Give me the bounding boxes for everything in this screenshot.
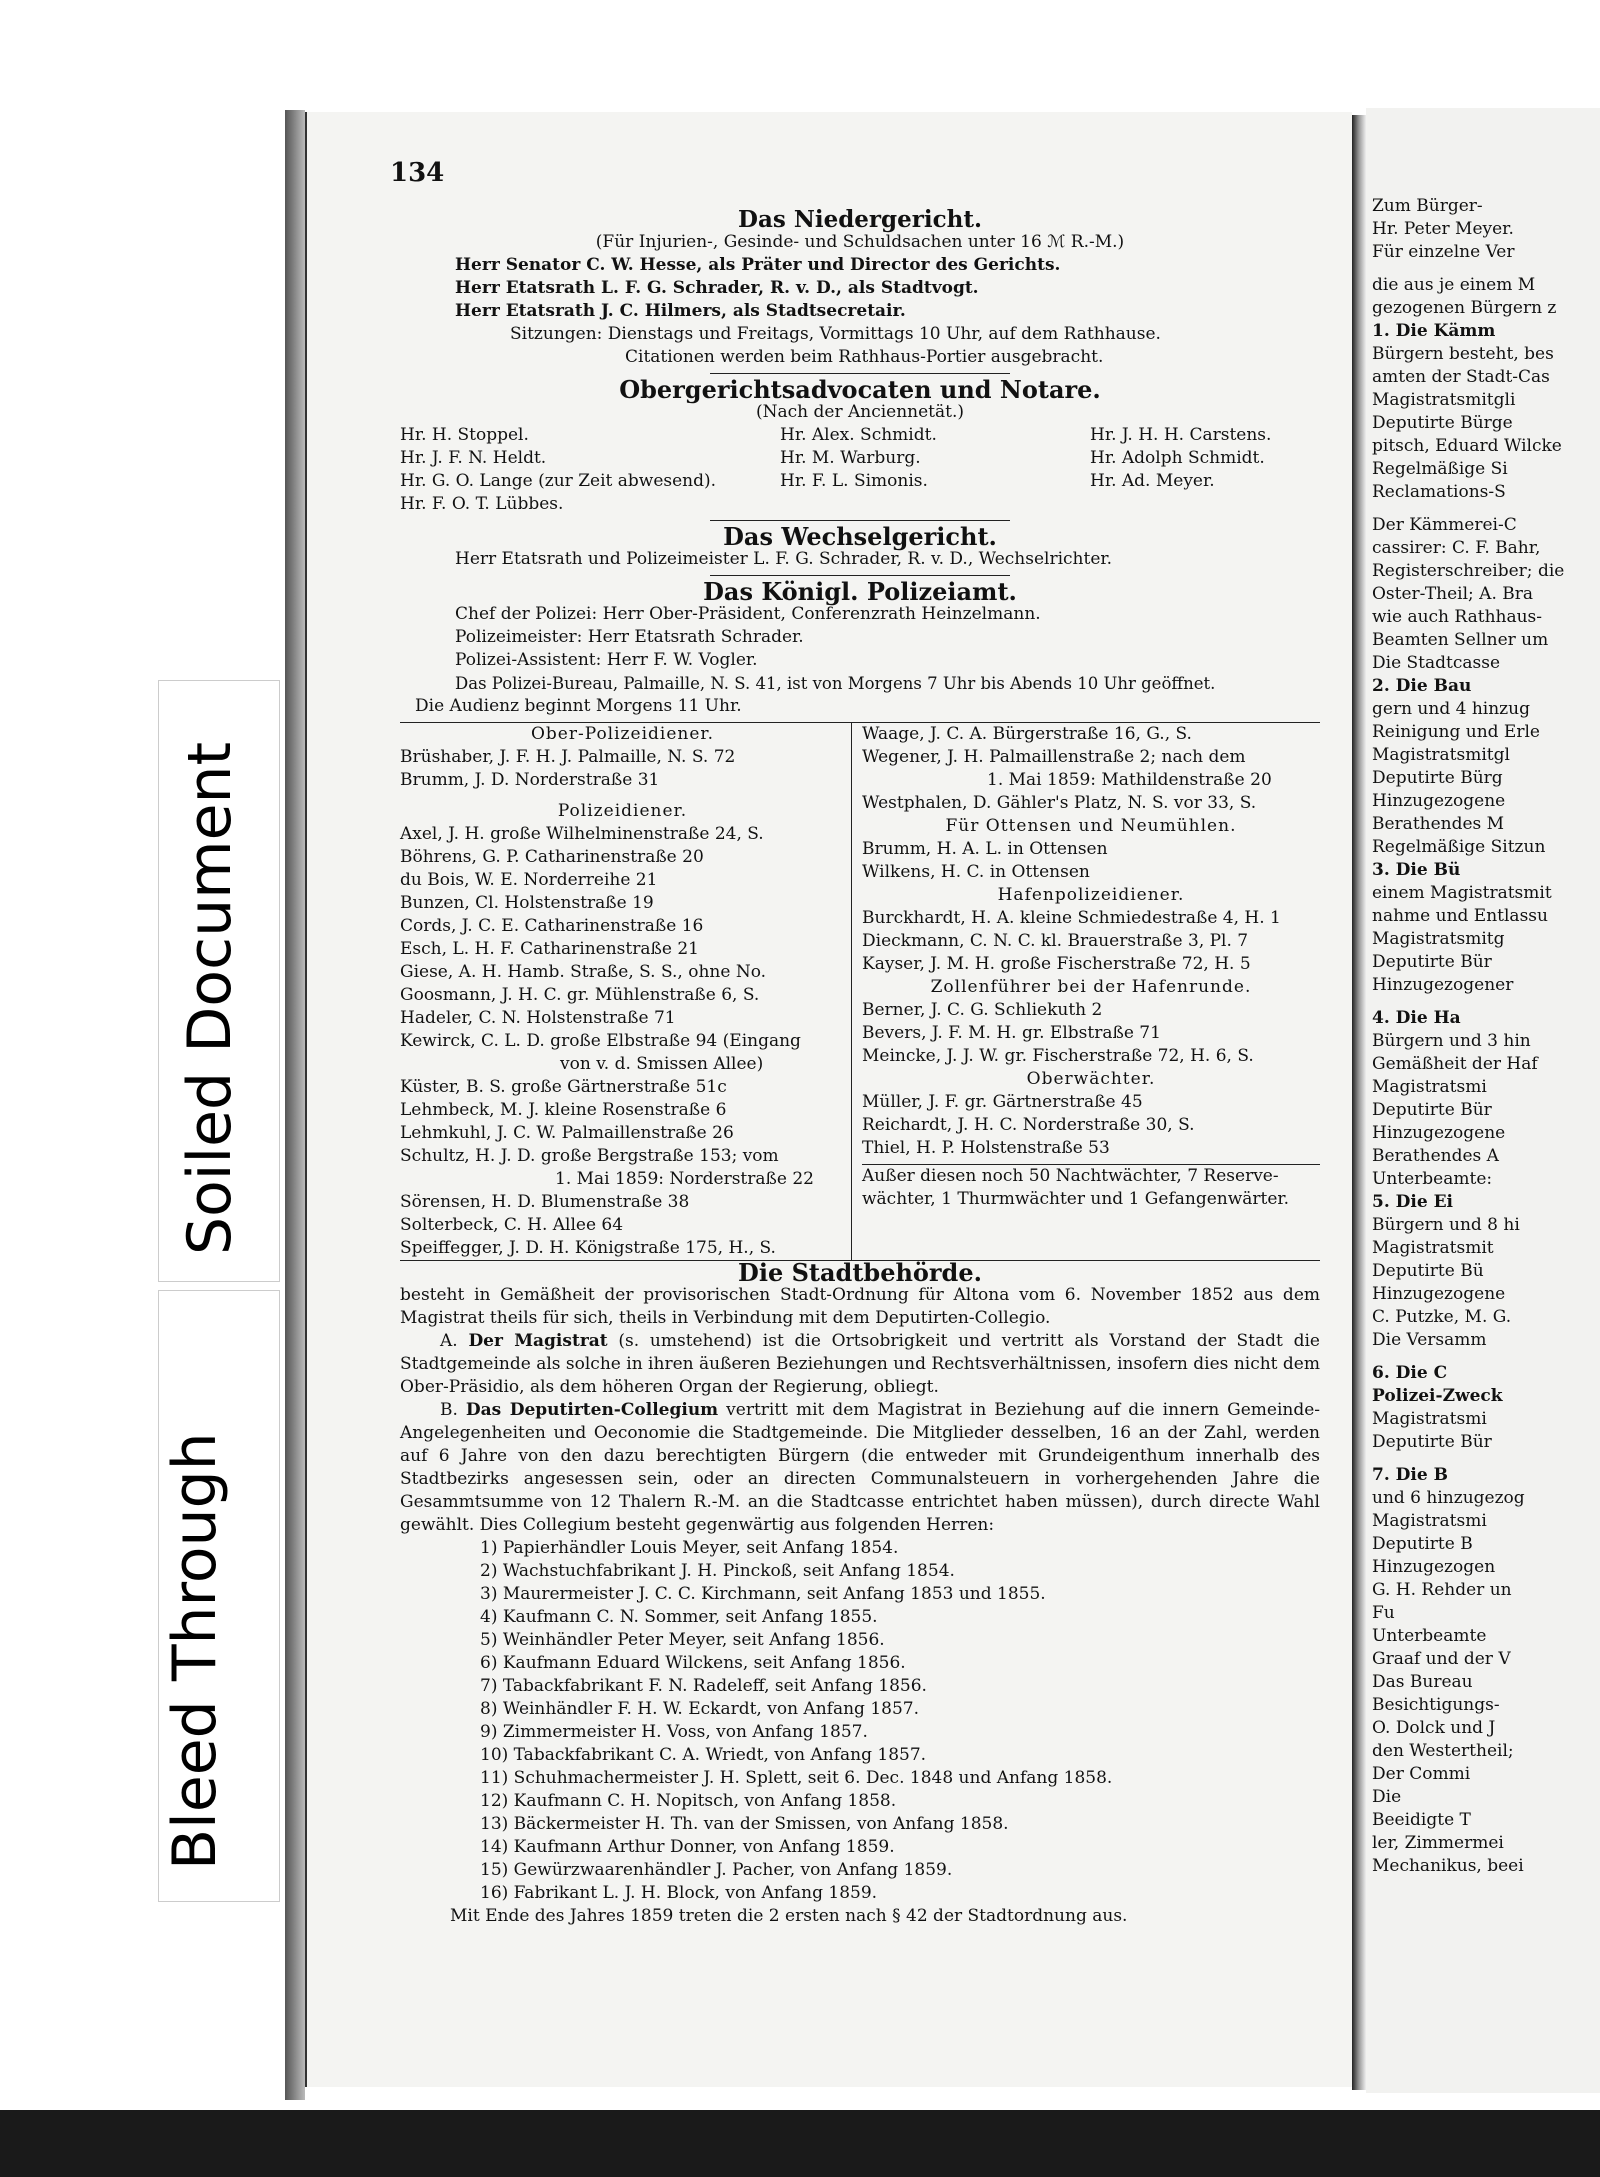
- column-heading: Hafenpolizeidiener.: [997, 885, 1185, 905]
- staff-entry: Wegener, J. H. Palmaillenstraße 2; nach dem: [862, 747, 1246, 767]
- member-entry: 5) Weinhändler Peter Meyer, seit Anfang 1856.: [480, 1630, 885, 1650]
- column-heading: Zollenführer bei der Hafenrunde.: [930, 977, 1252, 997]
- advocate-entry: Hr. Adolph Schmidt.: [1090, 448, 1265, 468]
- right-page-line: Magistratsmit: [1372, 1238, 1494, 1258]
- right-page-line: Die Stadtcasse: [1372, 653, 1501, 673]
- niedergericht-title: Das Niedergericht.: [738, 206, 982, 233]
- staff-entry: Sörensen, H. D. Blumenstraße 38: [400, 1192, 690, 1212]
- staff-entry: Waage, J. C. A. Bürgerstraße 16, G., S.: [862, 724, 1192, 744]
- staff-entry: Dieckmann, C. N. C. kl. Brauerstraße 3, Pl. 7: [862, 931, 1249, 951]
- right-page-line: Berathendes M: [1372, 814, 1505, 834]
- staff-entry: Brumm, H. A. L. in Ottensen: [862, 839, 1108, 859]
- member-entry: 6) Kaufmann Eduard Wilckens, seit Anfang 1856.: [480, 1653, 906, 1673]
- right-page-line: Magistratsmi: [1372, 1511, 1487, 1531]
- right-page-line: Zum Bürger-: [1372, 196, 1483, 216]
- right-page-line: Graaf und der V: [1372, 1649, 1511, 1669]
- page-gutter: [1352, 115, 1366, 2090]
- advocaten-section: [400, 375, 1320, 516]
- wechselgericht-section: [400, 522, 1320, 571]
- right-page-line: Mechanikus, beei: [1372, 1856, 1524, 1876]
- right-page-line: Magistratsmi: [1372, 1077, 1487, 1097]
- page-number: 134: [390, 158, 445, 188]
- right-page-line: Das Bureau: [1372, 1672, 1473, 1692]
- right-page-line: [1372, 1454, 1600, 1464]
- advocate-entry: Hr. Ad. Meyer.: [1090, 471, 1215, 491]
- right-page-line: Hinzugezogene: [1372, 1284, 1506, 1304]
- niedergericht-section: [400, 208, 1320, 369]
- right-page-line: 7. Die B: [1372, 1465, 1448, 1485]
- right-page-line: 3. Die Bü: [1372, 860, 1461, 880]
- staff-entry: Axel, J. H. große Wilhelminenstraße 24, S.: [400, 824, 764, 844]
- right-page-line: Regelmäßige Si: [1372, 459, 1508, 479]
- advocaten-subtitle: (Nach der Anciennetät.): [755, 402, 965, 422]
- niedergericht-line: Citationen werden beim Rathhaus-Portier ausgebracht.: [625, 347, 1104, 367]
- wechselgericht-line: Herr Etatsrath und Polizeimeister L. F. G. Schrader, R. v. D., Wechselrichter.: [455, 549, 1113, 569]
- right-page-line: Deputirte Bür: [1372, 952, 1492, 972]
- member-entry: 1) Papierhändler Louis Meyer, seit Anfang 1854.: [480, 1538, 899, 1558]
- right-page-line: gezogenen Bürgern z: [1372, 298, 1557, 318]
- advocate-entry: Hr. J. H. H. Carstens.: [1090, 425, 1272, 445]
- staff-entry: Cords, J. C. E. Catharinenstraße 16: [400, 916, 704, 936]
- right-page-line: Unterbeamte:: [1372, 1169, 1493, 1189]
- right-page-line: Der Commi: [1372, 1764, 1471, 1784]
- divider: [710, 575, 1010, 576]
- polizeiamt-line: Polizeimeister: Herr Etatsrath Schrader.: [455, 627, 804, 647]
- right-page-line: Deputirte Bür: [1372, 1100, 1492, 1120]
- staff-entry: Bunzen, Cl. Holstenstraße 19: [400, 893, 654, 913]
- bleed-through-label: Bleed Through: [160, 1432, 230, 1870]
- right-page-line: Reinigung und Erle: [1372, 722, 1540, 742]
- member-entry: 14) Kaufmann Arthur Donner, von Anfang 1859.: [480, 1837, 895, 1857]
- right-page-line: die aus je einem M: [1372, 275, 1536, 295]
- staff-entry: Reichardt, J. H. C. Norderstraße 30, S.: [862, 1115, 1195, 1135]
- niedergericht-line: Herr Etatsrath L. F. G. Schrader, R. v. D., als Stadtvogt.: [455, 278, 979, 298]
- polizeiamt-section: [400, 577, 1320, 718]
- staff-entry: Kayser, J. M. H. große Fischerstraße 72, H. 5: [862, 954, 1251, 974]
- divider: [710, 520, 1010, 521]
- member-entry: 13) Bäckermeister H. Th. van der Smissen, von Anfang 1858.: [480, 1814, 1009, 1834]
- right-page-line: Der Kämmerei-C: [1372, 515, 1517, 535]
- magistrat-text: (s. umstehend) ist die Ortsobrigkeit und vertritt als Vorstand der Stadt die Stadtgemeinde als solche in ihren äußeren Beziehungen und Rechtsverhältnissen, insofern dies nicht dem Ober-Präsidio, als dem höheren Organ der Regierung, obliegt.: [400, 1331, 1320, 1397]
- member-entry: 7) Tabackfabrikant F. N. Radeleff, seit Anfang 1856.: [480, 1676, 927, 1696]
- staff-entry: Wilkens, H. C. in Ottensen: [862, 862, 1090, 882]
- right-page-line: Berathendes A: [1372, 1146, 1499, 1166]
- magistrat-heading: Der Magistrat: [468, 1331, 608, 1351]
- advocate-entry: Hr. G. O. Lange (zur Zeit abwesend).: [400, 471, 717, 491]
- niedergericht-line: Sitzungen: Dienstags und Freitags, Vormittags 10 Uhr, auf dem Rathhause.: [510, 324, 1161, 344]
- right-page-line: Polizei-Zweck: [1372, 1386, 1503, 1406]
- right-page-line: G. H. Rehder un: [1372, 1580, 1512, 1600]
- advocate-entry: Hr. F. L. Simonis.: [780, 471, 928, 491]
- right-page-line: Reclamations-S: [1372, 482, 1506, 502]
- wechselgericht-title: Das Wechselgericht.: [723, 522, 997, 551]
- advocate-entry: Hr. J. F. N. Heldt.: [400, 448, 547, 468]
- staff-entry: Müller, J. F. gr. Gärtnerstraße 45: [862, 1092, 1143, 1112]
- soiled-document-label: Soiled Document: [175, 741, 245, 1255]
- right-page-line: Deputirte B: [1372, 1534, 1473, 1554]
- staff-entry: Westphalen, D. Gähler's Platz, N. S. vor 33, S.: [862, 793, 1257, 813]
- member-entry: 4) Kaufmann C. N. Sommer, seit Anfang 1855.: [480, 1607, 878, 1627]
- member-entry: 8) Weinhändler F. H. W. Eckardt, von Anfang 1857.: [480, 1699, 919, 1719]
- right-page-line: [1372, 1352, 1600, 1362]
- member-entry: 10) Tabackfabrikant C. A. Wriedt, von Anfang 1857.: [480, 1745, 927, 1765]
- staff-note: Außer diesen noch 50 Nachtwächter, 7 Reserve-: [862, 1166, 1279, 1186]
- staff-entry: Kewirck, C. L. D. große Elbstraße 94 (Eingang: [400, 1031, 801, 1051]
- right-page-line: 4. Die Ha: [1372, 1008, 1461, 1028]
- column-heading: Für Ottensen und Neumühlen.: [945, 816, 1237, 836]
- right-page-line: Die Versamm: [1372, 1330, 1487, 1350]
- polizeiamt-line: Die Audienz beginnt Morgens 11 Uhr.: [415, 696, 742, 716]
- right-page-line: amten der Stadt-Cas: [1372, 367, 1550, 387]
- right-page-line: und 6 hinzugezog: [1372, 1488, 1525, 1508]
- binding-shadow: [285, 110, 305, 2100]
- divider: [710, 373, 1010, 374]
- right-page-line: Hinzugezogen: [1372, 1557, 1496, 1577]
- staff-entry: von v. d. Smissen Allee): [560, 1054, 764, 1074]
- right-page-line: Magistratsmi: [1372, 1409, 1487, 1429]
- staff-entry: Brüshaber, J. F. H. J. Palmaille, N. S. 72: [400, 747, 736, 767]
- staff-entry: du Bois, W. E. Norderreihe 21: [400, 870, 658, 890]
- advocaten-title: Obergerichtsadvocaten und Notare.: [619, 375, 1101, 404]
- left-page-content: [390, 158, 1321, 1928]
- right-page-line: 6. Die C: [1372, 1363, 1448, 1383]
- stadtbehoerde-title: Die Stadtbehörde.: [738, 1258, 982, 1287]
- magistrat-paragraph: [400, 1330, 1320, 1399]
- right-page-line: 1. Die Kämm: [1372, 321, 1496, 341]
- staff-entry: 1. Mai 1859: Norderstraße 22: [555, 1169, 814, 1189]
- right-page-line: wie auch Rathhaus-: [1372, 607, 1543, 627]
- right-page-line: Beeidigte T: [1372, 1810, 1471, 1830]
- right-page-line: 2. Die Bau: [1372, 676, 1472, 696]
- members-list: [400, 1537, 1320, 1905]
- staff-entry: Burckhardt, H. A. kleine Schmiedestraße 4, H. 1: [862, 908, 1281, 928]
- niedergericht-subtitle: (Für Injurien-, Gesinde- und Schuldsachen unter 16 ℳ R.-M.): [595, 232, 1125, 252]
- staff-entry: Speiffegger, J. D. H. Königstraße 175, H., S.: [400, 1238, 776, 1258]
- staff-entry: Esch, L. H. F. Catharinenstraße 21: [400, 939, 699, 959]
- right-page-line: Für einzelne Ver: [1372, 242, 1515, 262]
- polizeidiener-columns: [400, 722, 1320, 1260]
- advocaten-columns: [400, 424, 1320, 516]
- niedergericht-line: Herr Etatsrath J. C. Hilmers, als Stadtsecretair.: [455, 301, 906, 321]
- staff-entry: Brumm, J. D. Norderstraße 31: [400, 770, 660, 790]
- advocate-entry: Hr. F. O. T. Lübbes.: [400, 494, 564, 514]
- staff-entry: Küster, B. S. große Gärtnerstraße 51c: [400, 1077, 727, 1097]
- right-page-line: C. Putzke, M. G.: [1372, 1307, 1512, 1327]
- right-page-line: Hr. Peter Meyer.: [1372, 219, 1514, 239]
- staff-entry: Berner, J. C. G. Schliekuth 2: [862, 1000, 1103, 1020]
- member-entry: 9) Zimmermeister H. Voss, von Anfang 1857.: [480, 1722, 868, 1742]
- staff-entry: Thiel, H. P. Holstenstraße 53: [862, 1138, 1110, 1158]
- niedergericht-line: Herr Senator C. W. Hesse, als Präter und Director des Gerichts.: [455, 255, 1061, 275]
- column-heading: Ober-Polizeidiener.: [530, 724, 715, 744]
- right-page-line: Hinzugezogener: [1372, 975, 1514, 995]
- polizeiamt-title: Das Königl. Polizeiamt.: [703, 577, 1017, 606]
- right-page-line: [1372, 264, 1600, 274]
- right-page-line: pitsch, Eduard Wilcke: [1372, 436, 1562, 456]
- staff-entry: 1. Mai 1859: Mathildenstraße 20: [987, 770, 1272, 790]
- right-page-line: Deputirte Bürge: [1372, 413, 1513, 433]
- staff-entry: Meincke, J. J. W. gr. Fischerstraße 72, H. 6, S.: [862, 1046, 1254, 1066]
- polizeiamt-line: Polizei-Assistent: Herr F. W. Vogler.: [455, 650, 758, 670]
- member-entry: 15) Gewürzwaarenhändler J. Pacher, von Anfang 1859.: [480, 1860, 953, 1880]
- right-page-line: Deputirte Bür: [1372, 1432, 1492, 1452]
- right-page-line: Beamten Sellner um: [1372, 630, 1549, 650]
- right-page-line: [1372, 504, 1600, 514]
- column-heading: Polizeidiener.: [557, 801, 688, 821]
- polizeiamt-line: Das Polizei-Bureau, Palmaille, N. S. 41, ist von Morgens 7 Uhr bis Abends 10 Uhr geöffnet.: [455, 674, 1216, 693]
- right-page-line: den Westertheil;: [1372, 1741, 1514, 1761]
- right-page-line: cassirer: C. F. Bahr,: [1372, 538, 1541, 558]
- staff-entry: Schultz, H. J. D. große Bergstraße 153; vom: [400, 1146, 779, 1166]
- staff-entry: Bevers, J. F. M. H. gr. Elbstraße 71: [862, 1023, 1161, 1043]
- staff-entry: Solterbeck, C. H. Allee 64: [400, 1215, 624, 1235]
- right-page-line: Registerschreiber; die: [1372, 561, 1565, 581]
- polizeidiener-right-column: [852, 723, 1320, 1260]
- staff-note: wächter, 1 Thurmwächter und 1 Gefangenwärter.: [862, 1189, 1290, 1209]
- member-entry: 11) Schuhmachermeister J. H. Splett, seit 6. Dec. 1848 und Anfang 1858.: [480, 1768, 1113, 1788]
- advocate-entry: Hr. H. Stoppel.: [400, 425, 529, 445]
- deputirten-heading: Das Deputirten-Collegium: [465, 1400, 719, 1420]
- right-page-line: nahme und Entlassu: [1372, 906, 1548, 926]
- member-entry: 12) Kaufmann C. H. Nopitsch, von Anfang 1858.: [480, 1791, 897, 1811]
- staff-entry: Lehmbeck, M. J. kleine Rosenstraße 6: [400, 1100, 727, 1120]
- right-page-line: Magistratsmitgli: [1372, 390, 1516, 410]
- right-page-line: Bürgern besteht, bes: [1372, 344, 1554, 364]
- right-page-line: Deputirte Bü: [1372, 1261, 1484, 1281]
- right-page-line: Die: [1372, 1787, 1402, 1807]
- deputirten-paragraph: [400, 1399, 1320, 1537]
- polizeidiener-left-column: [400, 723, 852, 1260]
- deputirten-text: vertritt mit dem Magistrat in Beziehung auf die innern Gemeinde-Angelegenheiten und Oeconomie die Stadtgemeinde. Die Mitglieder desselben, 16 an der Zahl, werden auf 6 Jahre von den dazu berechtigten Bürgern (die entweder mit Grundeigenthum innerhalb des Stadtbezirks angesessen sein, oder an directen Communalsteuern in vorhergehenden Jahre die Gesammtsumme von 12 Thalern R.-M. an die Stadtcasse entrichtet haben müssen), durch directe Wahl gewählt. Dies Collegium besteht gegenwärtig aus folgenden Herren:: [400, 1400, 1321, 1535]
- polizeiamt-line: Chef der Polizei: Herr Ober-Präsident, Conferenzrath Heinzelmann.: [455, 604, 1041, 624]
- right-page-line: 5. Die Ei: [1372, 1192, 1454, 1212]
- right-page-line: Hinzugezogene: [1372, 1123, 1506, 1143]
- column-heading: Oberwächter.: [1026, 1069, 1156, 1089]
- right-page-line: Besichtigungs-: [1372, 1695, 1500, 1715]
- staff-entry: Goosmann, J. H. C. gr. Mühlenstraße 6, S.: [400, 985, 760, 1005]
- right-page-line: Oster-Theil; A. Bra: [1372, 584, 1534, 604]
- staff-entry: Lehmkuhl, J. C. W. Palmaillenstraße 26: [400, 1123, 734, 1143]
- paragraph-label: A.: [440, 1331, 458, 1351]
- scanner-bottom-edge: [0, 2110, 1600, 2177]
- paragraph-label: B.: [440, 1400, 458, 1420]
- right-page-line: Gemäßheit der Haf: [1372, 1054, 1538, 1074]
- right-page-line: Bürgern und 3 hin: [1372, 1031, 1531, 1051]
- member-entry: 3) Maurermeister J. C. C. Kirchmann, seit Anfang 1853 und 1855.: [480, 1584, 1046, 1604]
- closing-line: Mit Ende des Jahres 1859 treten die 2 ersten nach § 42 der Stadtordnung aus.: [450, 1906, 1128, 1926]
- right-page-fragment: [1372, 195, 1600, 1878]
- advocate-entry: Hr. M. Warburg.: [780, 448, 921, 468]
- right-page-line: Deputirte Bürg: [1372, 768, 1503, 788]
- staff-entry: Giese, A. H. Hamb. Straße, S. S., ohne No.: [400, 962, 767, 982]
- right-page-line: einem Magistratsmit: [1372, 883, 1552, 903]
- staff-entry: Böhrens, G. P. Catharinenstraße 20: [400, 847, 704, 867]
- stadtbehoerde-section: [400, 1258, 1321, 1928]
- right-page-line: Magistratsmitgl: [1372, 745, 1510, 765]
- right-page-line: Unterbeamte: [1372, 1626, 1487, 1646]
- right-page-line: Hinzugezogene: [1372, 791, 1506, 811]
- right-page-line: [1372, 997, 1600, 1007]
- right-page-line: Magistratsmitg: [1372, 929, 1505, 949]
- member-entry: 16) Fabrikant L. J. H. Block, von Anfang 1859.: [480, 1883, 878, 1903]
- right-page-line: ler, Zimmermei: [1372, 1833, 1504, 1853]
- right-page-line: O. Dolck und J: [1372, 1718, 1496, 1738]
- member-entry: 2) Wachstuchfabrikant J. H. Pinckoß, seit Anfang 1854.: [480, 1561, 955, 1581]
- advocate-entry: Hr. Alex. Schmidt.: [780, 425, 937, 445]
- right-page-line: Regelmäßige Sitzun: [1372, 837, 1546, 857]
- right-page-line: Fu: [1372, 1603, 1395, 1623]
- staff-entry: Hadeler, C. N. Holstenstraße 71: [400, 1008, 676, 1028]
- right-page-line: Bürgern und 8 hi: [1372, 1215, 1520, 1235]
- right-page-line: gern und 4 hinzug: [1372, 699, 1530, 719]
- stadtbehoerde-intro: besteht in Gemäßheit der provisorischen Stadt-Ordnung für Altona vom 6. November 1852 aus dem Magistrat theils für sich, theils in Verbindung mit dem Deputirten-Collegio.: [400, 1285, 1320, 1328]
